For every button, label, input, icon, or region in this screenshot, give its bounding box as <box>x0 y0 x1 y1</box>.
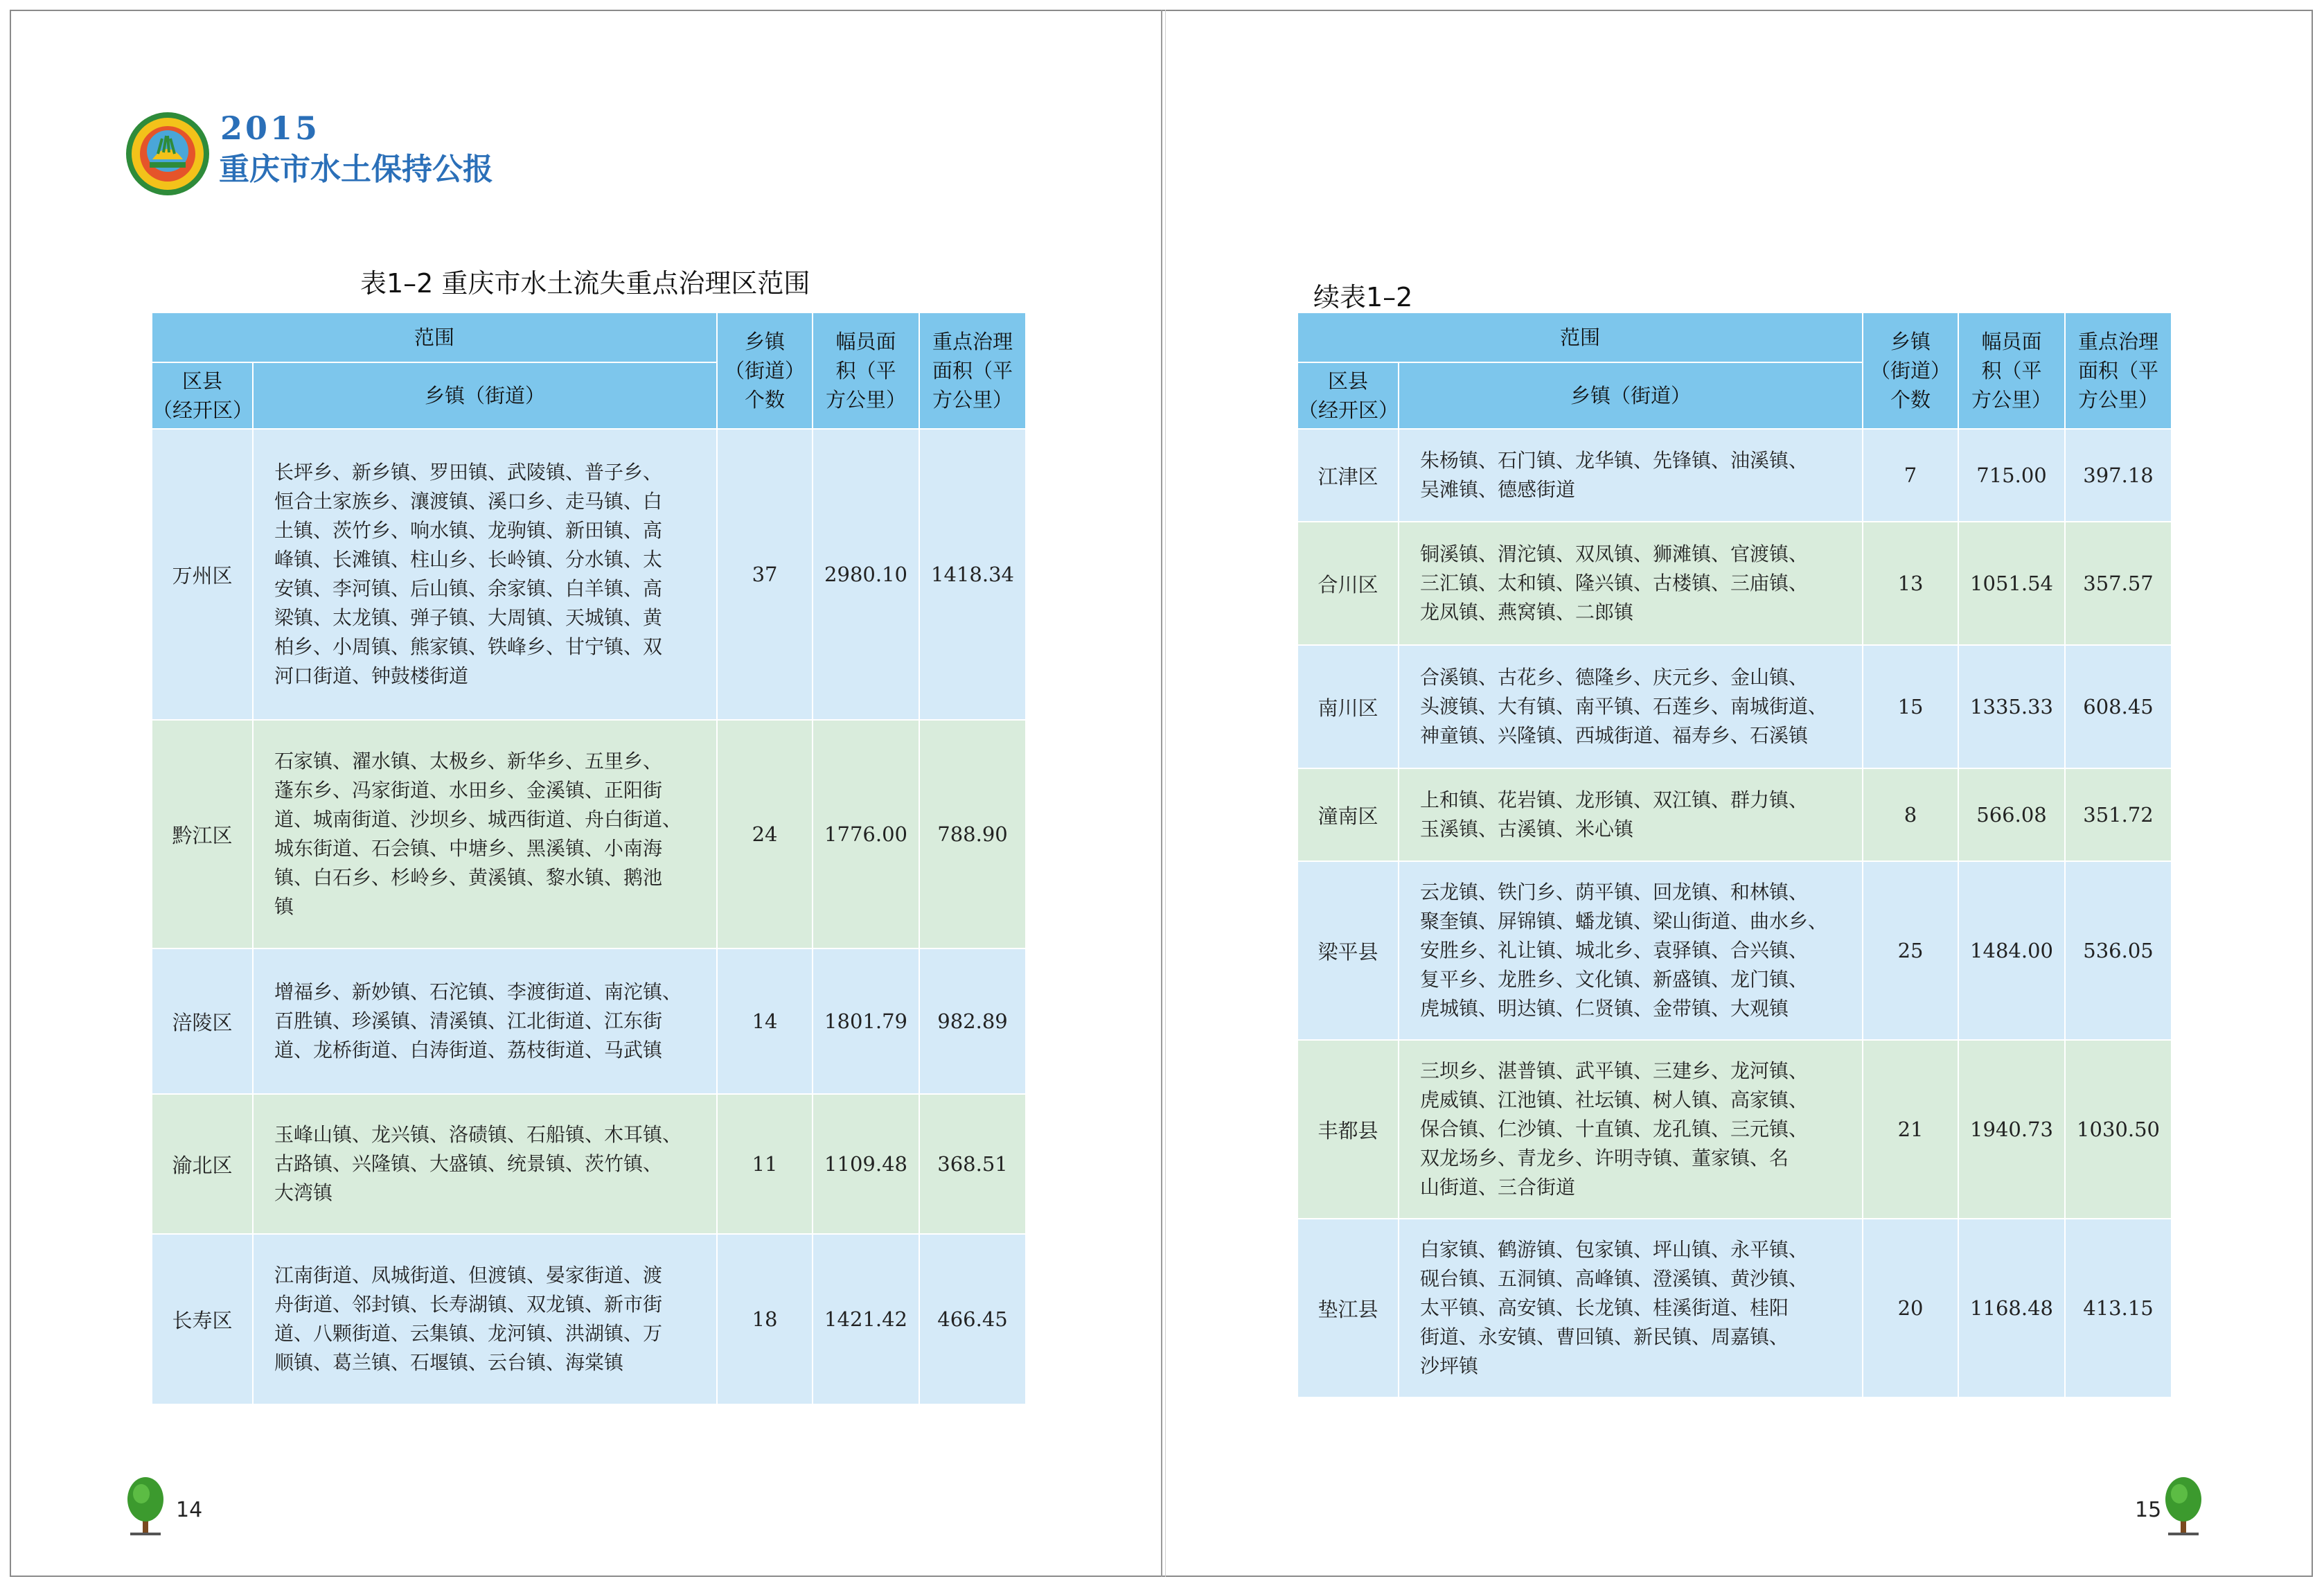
table-row <box>1297 522 2172 645</box>
district-cell: 南川区 <box>1297 645 1399 768</box>
towns-line: 三坝乡、湛普镇、武平镇、三建乡、龙河镇、 <box>1420 1059 1809 1082</box>
towns-cell <box>253 1094 717 1234</box>
count-cell: 15 <box>1863 645 1958 768</box>
towns-line: 街道、永安镇、曹回镇、新民镇、周嘉镇、 <box>1420 1325 1789 1348</box>
towns-line: 山街道、三合街道 <box>1420 1176 1576 1199</box>
table-row <box>1297 1040 2172 1219</box>
key-area-cell: 608.45 <box>2065 645 2172 768</box>
district-cell: 潼南区 <box>1297 768 1399 861</box>
towns-line: 安胜乡、礼让镇、城北乡、袁驿镇、合兴镇、 <box>1420 939 1809 962</box>
report-year: 2015 <box>220 109 321 147</box>
district-cell: 涪陵区 <box>152 949 253 1094</box>
count-cell: 11 <box>717 1094 813 1234</box>
towns-line: 玉峰山镇、龙兴镇、洛碛镇、石船镇、木耳镇、 <box>274 1123 682 1146</box>
towns-line: 朱杨镇、石门镇、龙华镇、先锋镇、油溪镇、 <box>1420 449 1809 472</box>
towns-line: 峰镇、长滩镇、柱山乡、长岭镇、分水镇、太 <box>274 548 663 571</box>
towns-line: 合溪镇、古花乡、德隆乡、庆元乡、金山镇、 <box>1420 666 1809 689</box>
towns-line: 增福乡、新妙镇、石沱镇、李渡街道、南沱镇、 <box>274 980 682 1003</box>
area-header: 幅员面 积（平 方公里） <box>813 312 919 429</box>
area-cell: 1484.00 <box>1958 861 2065 1040</box>
towns-cell <box>253 429 717 720</box>
key-area-cell: 1418.34 <box>919 429 1026 720</box>
key-area-cell: 397.18 <box>2065 429 2172 522</box>
towns-line: 百胜镇、珍溪镇、清溪镇、江北街道、江东街 <box>274 1009 663 1032</box>
towns-cell <box>1399 645 1863 768</box>
district-cell: 渝北区 <box>152 1094 253 1234</box>
district-cell: 丰都县 <box>1297 1040 1399 1219</box>
towns-line: 道、龙桥街道、白涛街道、荔枝街道、马武镇 <box>274 1039 663 1061</box>
district-cell: 梁平县 <box>1297 861 1399 1040</box>
table-row <box>1297 645 2172 768</box>
area-cell: 1421.42 <box>813 1234 919 1404</box>
count-cell: 8 <box>1863 768 1958 861</box>
count-cell: 24 <box>717 720 813 949</box>
towns-line: 蓬东乡、冯家街道、水田乡、金溪镇、正阳街 <box>274 779 663 802</box>
towns-line: 江南街道、凤城街道、但渡镇、晏家街道、渡 <box>274 1264 663 1287</box>
towns-line: 道、八颗街道、云集镇、龙河镇、洪湖镇、万 <box>274 1322 663 1345</box>
district-header: 区县 （经开区） <box>1297 362 1399 429</box>
tree-icon <box>123 1474 168 1537</box>
towns-line: 土镇、茨竹乡、响水镇、龙驹镇、新田镇、高 <box>274 519 663 542</box>
district-cell: 江津区 <box>1297 429 1399 522</box>
count-header: 乡镇 （街道） 个数 <box>1863 312 1958 429</box>
towns-header: 乡镇（街道） <box>1399 362 1863 429</box>
towns-line: 铜溪镇、渭沱镇、双凤镇、狮滩镇、官渡镇、 <box>1420 542 1809 565</box>
area-header: 幅员面 积（平 方公里） <box>1958 312 2065 429</box>
area-cell: 1109.48 <box>813 1094 919 1234</box>
district-header: 区县 （经开区） <box>152 362 253 429</box>
table-row <box>152 1094 1026 1234</box>
towns-line: 道、城南街道、沙坝乡、城西街道、舟白街道、 <box>274 808 682 831</box>
towns-line: 玉溪镇、古溪镇、米心镇 <box>1420 818 1634 840</box>
towns-line: 虎威镇、江池镇、社坛镇、树人镇、高家镇、 <box>1420 1088 1809 1111</box>
towns-line: 神童镇、兴隆镇、西城街道、福寿乡、石溪镇 <box>1420 724 1809 747</box>
towns-cell <box>1399 1219 1863 1397</box>
towns-line: 城东街道、石会镇、中塘乡、黑溪镇、小南海 <box>274 837 663 860</box>
towns-line: 沙坪镇 <box>1420 1355 1479 1377</box>
towns-line: 砚台镇、五洞镇、高峰镇、澄溪镇、黄沙镇、 <box>1420 1267 1809 1290</box>
towns-line: 云龙镇、铁门乡、荫平镇、回龙镇、和林镇、 <box>1420 881 1809 903</box>
key-area-cell: 1030.50 <box>2065 1040 2172 1219</box>
towns-line: 保合镇、仁沙镇、十直镇、龙孔镇、三元镇、 <box>1420 1118 1809 1140</box>
towns-line: 虎城镇、明达镇、仁贤镇、金带镇、大观镇 <box>1420 997 1789 1020</box>
towns-cell <box>1399 861 1863 1040</box>
towns-line: 镇 <box>274 895 294 918</box>
left-data-table <box>151 312 1027 1405</box>
area-cell: 1801.79 <box>813 949 919 1094</box>
table-row <box>152 429 1026 720</box>
left-table-caption: 表1–2 重庆市水土流失重点治理区范围 <box>360 268 810 299</box>
towns-line: 梁镇、太龙镇、弹子镇、大周镇、天城镇、黄 <box>274 606 663 629</box>
area-cell: 1776.00 <box>813 720 919 949</box>
count-cell: 14 <box>717 949 813 1094</box>
towns-cell <box>253 949 717 1094</box>
towns-cell <box>253 720 717 949</box>
table-row <box>152 949 1026 1094</box>
district-cell: 长寿区 <box>152 1234 253 1404</box>
towns-line: 吴滩镇、德感街道 <box>1420 478 1576 501</box>
towns-cell <box>253 1234 717 1404</box>
towns-line: 顺镇、葛兰镇、石堰镇、云台镇、海棠镇 <box>274 1351 624 1374</box>
towns-line: 头渡镇、大有镇、南平镇、石莲乡、南城街道、 <box>1420 695 1828 718</box>
towns-cell <box>1399 429 1863 522</box>
count-cell: 37 <box>717 429 813 720</box>
towns-line: 龙凤镇、燕窝镇、二郎镇 <box>1420 601 1634 624</box>
key-area-cell: 466.45 <box>919 1234 1026 1404</box>
key-area-header: 重点治理 面积（平 方公里） <box>2065 312 2172 429</box>
area-cell: 1168.48 <box>1958 1219 2065 1397</box>
area-cell: 715.00 <box>1958 429 2065 522</box>
key-area-cell: 368.51 <box>919 1094 1026 1234</box>
towns-line: 复平乡、龙胜乡、文化镇、新盛镇、龙门镇、 <box>1420 968 1809 991</box>
table-row <box>1297 768 2172 861</box>
district-cell: 黔江区 <box>152 720 253 949</box>
right-table-caption: 续表1–2 <box>1313 282 1413 312</box>
towns-line: 古路镇、兴隆镇、大盛镇、统景镇、茨竹镇、 <box>274 1152 663 1175</box>
towns-line: 恒合土家族乡、瀼渡镇、溪口乡、走马镇、白 <box>274 490 663 513</box>
table-row <box>1297 1219 2172 1397</box>
towns-line: 太平镇、高安镇、长龙镇、桂溪街道、桂阳 <box>1420 1296 1789 1319</box>
towns-line: 舟街道、邻封镇、长寿湖镇、双龙镇、新市街 <box>274 1293 663 1316</box>
district-cell: 合川区 <box>1297 522 1399 645</box>
towns-line: 双龙场乡、青龙乡、许明寺镇、董家镇、名 <box>1420 1147 1789 1170</box>
tree-icon <box>2161 1474 2206 1537</box>
towns-line: 大湾镇 <box>274 1181 333 1204</box>
key-area-cell: 536.05 <box>2065 861 2172 1040</box>
towns-line: 柏乡、小周镇、熊家镇、铁峰乡、甘宁镇、双 <box>274 635 663 658</box>
towns-line: 石家镇、濯水镇、太极乡、新华乡、五里乡、 <box>274 750 663 773</box>
area-cell: 1335.33 <box>1958 645 2065 768</box>
area-cell: 2980.10 <box>813 429 919 720</box>
key-area-cell: 351.72 <box>2065 768 2172 861</box>
towns-line: 河口街道、钟鼓楼街道 <box>274 664 469 687</box>
table-row <box>152 1234 1026 1404</box>
count-cell: 7 <box>1863 429 1958 522</box>
district-cell: 万州区 <box>152 429 253 720</box>
key-area-cell: 413.15 <box>2065 1219 2172 1397</box>
towns-line: 上和镇、花岩镇、龙形镇、双江镇、群力镇、 <box>1420 788 1809 811</box>
count-cell: 25 <box>1863 861 1958 1040</box>
towns-line: 安镇、李河镇、后山镇、余家镇、白羊镇、高 <box>274 577 663 600</box>
book-spine-shadow <box>1165 10 1166 1577</box>
count-cell: 20 <box>1863 1219 1958 1397</box>
table-row <box>1297 861 2172 1040</box>
area-cell: 566.08 <box>1958 768 2065 861</box>
count-cell: 13 <box>1863 522 1958 645</box>
book-spine <box>1161 10 1162 1577</box>
scope-header: 范围 <box>1297 312 1863 362</box>
report-title: 重庆市水土保持公报 <box>219 152 493 187</box>
count-header: 乡镇 （街道） 个数 <box>717 312 813 429</box>
area-cell: 1051.54 <box>1958 522 2065 645</box>
key-area-cell: 788.90 <box>919 720 1026 949</box>
count-cell: 18 <box>717 1234 813 1404</box>
key-area-header: 重点治理 面积（平 方公里） <box>919 312 1026 429</box>
page-number-left: 14 <box>176 1498 203 1522</box>
report-logo <box>125 111 211 197</box>
towns-line: 三汇镇、太和镇、隆兴镇、古楼镇、三庙镇、 <box>1420 572 1809 594</box>
area-cell: 1940.73 <box>1958 1040 2065 1219</box>
district-cell: 垫江县 <box>1297 1219 1399 1397</box>
towns-header: 乡镇（街道） <box>253 362 717 429</box>
key-area-cell: 982.89 <box>919 949 1026 1094</box>
table-row <box>1297 429 2172 522</box>
towns-cell <box>1399 1040 1863 1219</box>
towns-line: 白家镇、鹤游镇、包家镇、坪山镇、永平镇、 <box>1420 1238 1809 1261</box>
scope-header: 范围 <box>152 312 717 362</box>
towns-cell <box>1399 768 1863 861</box>
right-data-table <box>1297 312 2172 1398</box>
count-cell: 21 <box>1863 1040 1958 1219</box>
key-area-cell: 357.57 <box>2065 522 2172 645</box>
towns-line: 聚奎镇、屏锦镇、蟠龙镇、梁山街道、曲水乡、 <box>1420 910 1828 933</box>
towns-line: 长坪乡、新乡镇、罗田镇、武陵镇、普子乡、 <box>274 461 663 484</box>
page-number-right: 15 <box>2135 1498 2162 1522</box>
towns-line: 镇、白石乡、杉岭乡、黄溪镇、黎水镇、鹅池 <box>274 866 663 889</box>
table-row <box>152 720 1026 949</box>
towns-cell <box>1399 522 1863 645</box>
